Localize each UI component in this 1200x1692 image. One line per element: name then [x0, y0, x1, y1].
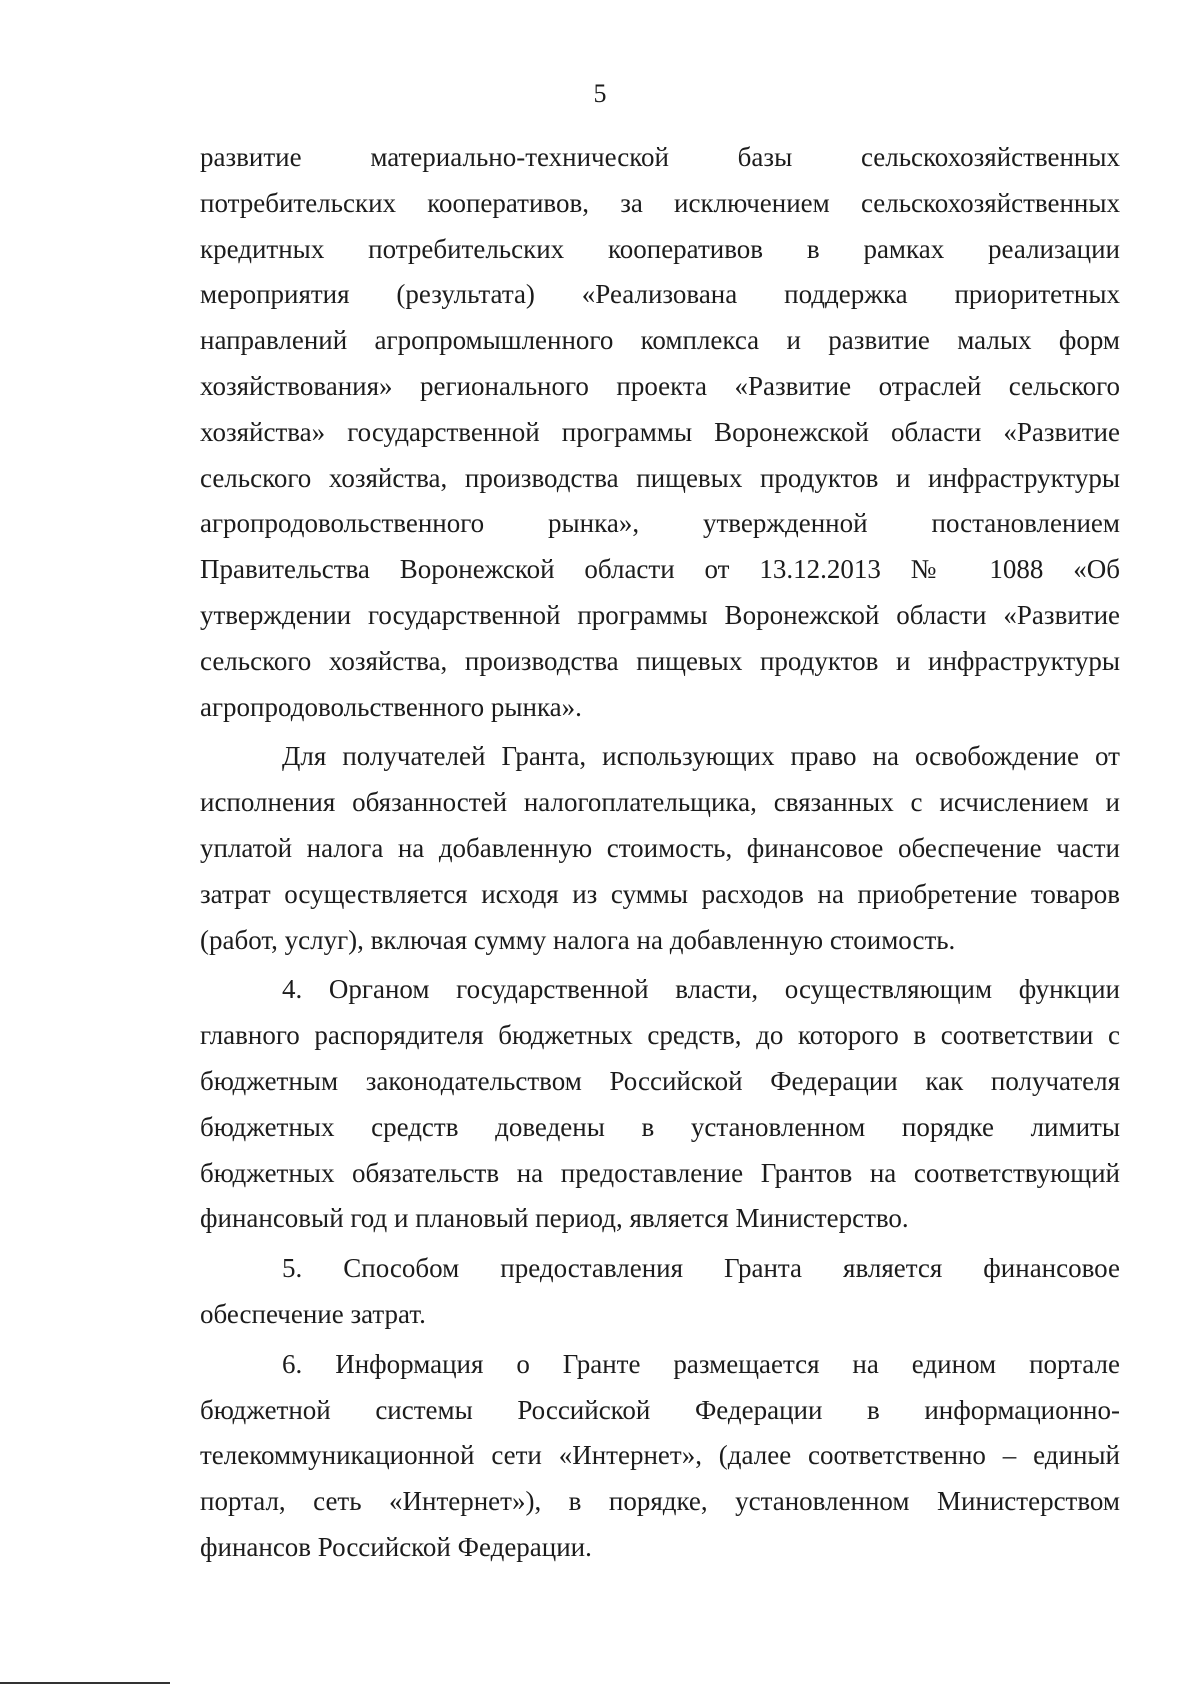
text-line: направлений агропромышленного комплекса и развитие малых форм	[200, 325, 1120, 356]
text-line: исполнения обязанностей налогоплательщика, связанных с исчислением и	[200, 787, 1120, 818]
text-line: портал, сеть «Интернет»), в порядке, установленном Министерством	[200, 1486, 1120, 1517]
paragraph-item-5	[200, 1246, 1120, 1338]
paragraph-purpose-continuation	[200, 135, 1120, 730]
text-line: сельского хозяйства, производства пищевых продуктов и инфраструктуры	[200, 645, 1120, 676]
footer-rule	[0, 1682, 170, 1684]
text-line: сельского хозяйства, производства пищевых продуктов и инфраструктуры	[200, 462, 1120, 493]
text-line: уплатой налога на добавленную стоимость, финансовое обеспечение части	[200, 832, 1120, 863]
text-line: 6. Информация о Гранте размещается на едином портале	[282, 1348, 1120, 1379]
text-line: 5. Способом предоставления Гранта является финансовое	[282, 1253, 1120, 1284]
text-line: бюджетным законодательством Российской Федерации как получателя	[200, 1065, 1120, 1096]
text-line: телекоммуникационной сети «Интернет», (далее соответственно – единый	[200, 1440, 1120, 1471]
document-body	[200, 135, 1120, 1575]
text-line: хозяйствования» регионального проекта «Развитие отраслей сельского	[200, 370, 1120, 401]
text-line: Для получателей Гранта, использующих право на освобождение от	[282, 741, 1120, 772]
text-line: 4. Органом государственной власти, осуществляющим функции	[282, 974, 1120, 1005]
text-line: потребительских кооперативов, за исключением сельскохозяйственных	[200, 187, 1120, 218]
text-line: утверждении государственной программы Воронежской области «Развитие	[200, 599, 1120, 630]
paragraph-item-6	[200, 1342, 1120, 1571]
text-line: (работ, услуг), включая сумму налога на добавленную стоимость.	[200, 924, 956, 955]
page-number: 5	[593, 79, 607, 108]
text-line: мероприятия (результата) «Реализована поддержка приоритетных	[200, 279, 1120, 310]
text-line: главного распорядителя бюджетных средств, до которого в соответствии с	[200, 1020, 1120, 1051]
text-line: бюджетных обязательств на предоставление Грантов на соответствующий	[200, 1157, 1120, 1188]
paragraph-item-4	[200, 967, 1120, 1242]
text-line: финансовый год и плановый период, является Министерство.	[200, 1203, 909, 1234]
text-line: кредитных потребительских кооперативов в рамках реализации	[200, 233, 1120, 264]
text-line: агропродовольственного рынка», утвержденной постановлением	[200, 508, 1120, 539]
text-line: обеспечение затрат.	[200, 1298, 426, 1329]
text-line: бюджетных средств доведены в установленном порядке лимиты	[200, 1111, 1120, 1142]
text-line: затрат осуществляется исходя из суммы расходов на приобретение товаров	[200, 878, 1120, 909]
text-line: Правительства Воронежской области от 13.12.2013 № 1088 «Об	[200, 554, 1120, 585]
paragraph-vat-exemption	[200, 734, 1120, 963]
text-line: бюджетной системы Российской Федерации в информационно-	[200, 1394, 1120, 1425]
text-line: развитие материально-технической базы сельскохозяйственных	[200, 142, 1120, 172]
text-line: агропродовольственного рынка».	[200, 691, 582, 722]
text-line: финансов Российской Федерации.	[200, 1531, 592, 1562]
text-line: хозяйства» государственной программы Воронежской области «Развитие	[200, 416, 1120, 447]
